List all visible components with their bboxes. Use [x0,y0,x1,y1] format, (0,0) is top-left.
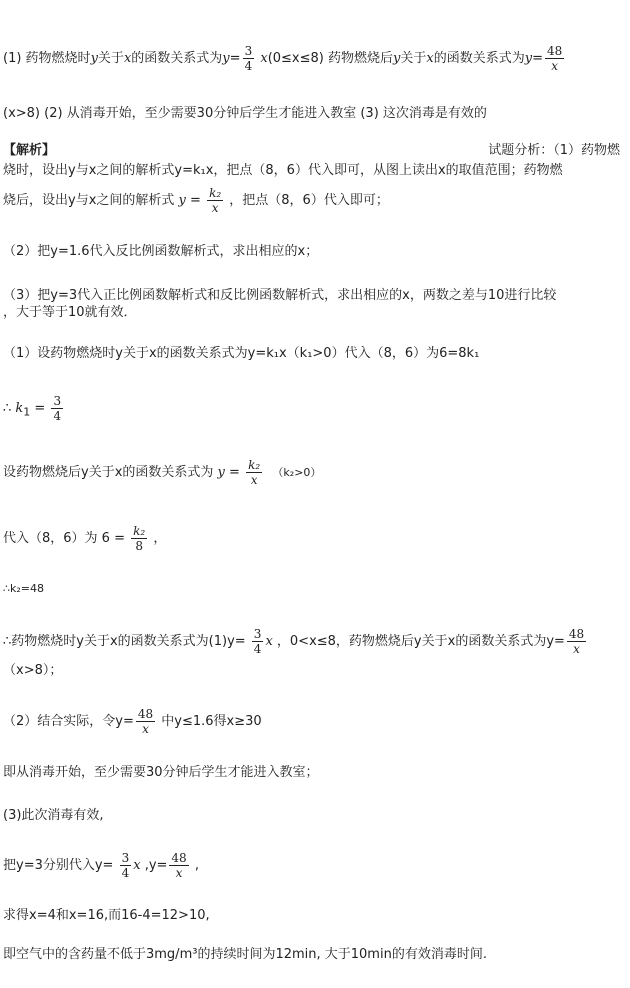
text: ， [149,531,167,546]
step-3-hint-line-1: （3）把y=3代入正比例函数解析式和反比例函数解析式，求出相应的x，两数之差与10进行比较 [3,288,557,303]
answer-text: (1) 药物燃烧时 [3,51,91,66]
numerator: 48 [546,44,563,58]
numerator: 48 [171,851,187,865]
text: ∴药物燃烧时y关于x的函数关系式为(1)y= [3,634,250,649]
text: （k₂>0） [272,466,322,479]
numerator: k₂ [248,458,261,472]
denominator: x [246,472,262,487]
var-x: x [426,51,434,66]
text: ，0<x≤8，药物燃烧后y关于x的函数关系式为y= [272,634,565,649]
answer-text: 关于 [400,51,427,66]
text: （2）结合实际，令y= [3,714,134,729]
numerator: 3 [53,394,62,408]
solution-1: （1）设药物燃烧时y关于x的函数关系式为y=k₁x（k₁>0）代入（8，6）为6=8k₁ [3,346,480,361]
solution-final: 即空气中的含药量不低于3mg/m³的持续时间为12min, 大于10min的有效消毒时间. [3,947,487,962]
solution-part-3-result: 求得x=4和x=16,而16-4=12>10, [3,908,210,923]
fraction-3-4 [120,851,132,880]
numerator: 48 [137,707,154,721]
numerator: 48 [568,627,585,641]
solution-part-3: (3)此次消毒有效, [3,808,104,823]
solution-part-2-result: 即从消毒开始，至少需要30分钟后学生才能进入教室； [3,765,319,780]
var-y: y [524,51,533,66]
var-k: k [15,401,24,416]
step-2-hint: （2）把y=1.6代入反比例函数解析式，求出相应的x； [3,244,319,259]
analysis-label: 【解析】 [3,143,56,158]
fraction-48-x [545,44,564,73]
denominator: 4 [121,866,130,880]
analysis-intro: 试题分析：（1）药物燃 [488,143,620,158]
numerator: 3 [121,851,130,865]
answer-line-2: (x>8) (2) 从消毒开始，至少需要30分钟后学生才能进入教室 (3) 这次消毒是有效的 [3,106,487,121]
fraction-k2-8 [131,524,147,553]
fraction-k2-x [207,186,223,215]
equals: = [532,51,543,66]
var-y: y [90,51,98,66]
solution-after [3,458,321,487]
text: ,y= [140,858,168,873]
fraction-3-4 [51,394,63,423]
fraction-3-4 [243,44,255,73]
answer-text: 关于 [97,51,124,66]
equals: = [185,193,206,208]
text: 中y≤1.6得x≥30 [157,714,262,729]
analysis-line-2 [3,186,389,215]
var-y: y [178,193,186,208]
denominator: x [567,641,586,656]
therefore: ∴ [3,401,16,416]
solution-conclusion-1 [3,627,588,656]
fraction-48-x [567,627,586,656]
denominator: x [545,58,564,73]
text: 代入（8，6）为 6 = [3,531,130,546]
denominator: 4 [253,642,262,656]
numerator: 3 [244,44,253,58]
var-x: x [133,858,141,873]
fraction-48-x [169,851,188,880]
var-y: y [392,51,401,66]
subscript: 1 [23,405,31,419]
solution-part-3-substitute [3,851,199,880]
fraction-k2-x [246,458,262,487]
equals: = [224,465,245,480]
var-y: y [217,465,225,480]
answer-text: 的函数关系式为 [131,51,223,66]
var-x: x [123,51,132,66]
fraction-48-x [136,707,155,736]
analysis-line-1: 烧时，设出y与x之间的解析式y=k₁x，把点（8，6）代入即可，从图上读出x的取值范围；药物燃 [3,163,563,178]
equals: = [30,401,50,416]
denominator: 4 [53,409,62,423]
equals: = [229,51,241,66]
solution-k2: ∴k₂=48 [3,582,44,595]
answer-line-1 [3,44,566,73]
solution-part-2 [3,707,262,736]
text: ，把点（8，6）代入即可； [225,193,389,208]
text: 设药物燃烧后y关于x的函数关系式为 [3,465,218,480]
text: , [190,858,199,873]
numerator: k₂ [133,524,146,538]
var-x: x [260,51,268,66]
step-3-hint-line-2: ，大于等于10就有效． [3,305,137,320]
fraction-3-4 [252,627,264,656]
denominator: x [169,865,188,880]
solution-substitute [3,524,166,553]
denominator: x [136,721,155,736]
numerator: 3 [253,627,262,641]
denominator: 8 [131,538,147,553]
denominator: 4 [244,59,253,73]
text: 烧后，设出y与x之间的解析式 [3,193,179,208]
text: 把y=3分别代入y= [3,858,118,873]
var-y: y [222,51,230,66]
solution-conclusion-2: （x>8）； [3,663,63,678]
answer-text: 的函数关系式为 [433,51,525,66]
solution-k1 [3,394,65,423]
var-x: x [265,634,273,649]
numerator: k₂ [209,186,222,200]
range-text: (0≤x≤8) 药物燃烧后 [267,51,393,66]
denominator: x [207,200,223,215]
